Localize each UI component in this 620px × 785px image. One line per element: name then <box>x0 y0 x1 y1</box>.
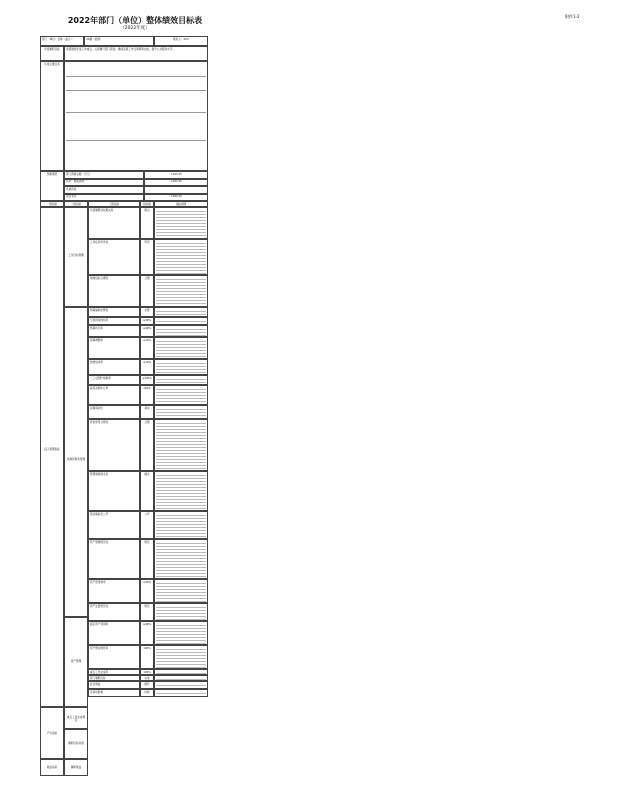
indicator-description <box>154 419 208 471</box>
indicator-value: 规范 <box>140 603 154 621</box>
second-level-indicator: 履职效益 <box>64 759 88 776</box>
indicator-value: ≤10% <box>140 337 154 359</box>
budget-label: 其他资金 <box>64 186 144 194</box>
second-level-indicator: 预算和财务管理 <box>64 307 88 617</box>
indicator-description <box>154 603 208 621</box>
budget-label: 部门预算总额（万元） <box>64 171 144 179</box>
indicator-description <box>154 307 208 317</box>
second-level-indicator: 资产管理 <box>64 617 88 707</box>
indicator-description <box>154 275 208 307</box>
third-level-indicator: 预算调整率 <box>88 337 140 359</box>
indicator-description <box>154 317 208 325</box>
third-level-indicator: 政府采购执行率 <box>88 385 140 405</box>
third-level-indicator: 可持续影响 <box>88 689 140 697</box>
indicator-value: 持续 <box>140 689 154 697</box>
indicator-value: 提升 <box>140 681 154 689</box>
col-header: 指标值 <box>140 201 154 207</box>
indicator-description <box>154 325 208 337</box>
third-level-indicator: 固定资产利用率 <box>88 621 140 645</box>
third-level-indicator: 资金使用合规性 <box>88 419 140 471</box>
indicator-description <box>154 337 208 359</box>
budget-label: 其中：财政拨款 <box>64 179 144 187</box>
third-level-indicator: 预决算信息公开 <box>88 511 140 539</box>
first-level-indicator: 效益指标 <box>40 759 64 776</box>
third-level-indicator: 资产管理规范性 <box>88 539 140 579</box>
indicator-value: 真实 <box>140 405 154 419</box>
indicator-description <box>154 511 208 539</box>
indicator-value: ≤100% <box>140 375 154 385</box>
dept-label: 部门（单位）名称（盖章）： <box>40 36 84 46</box>
third-level-indicator: 部门履职目标 <box>88 675 140 681</box>
third-level-indicator: 预算执行率 <box>88 325 140 337</box>
indicator-value: 100% <box>140 669 154 675</box>
first-level-indicator: 投入管理指标 <box>40 207 64 707</box>
col-header: 指标说明 <box>154 201 208 207</box>
indicator-value: 健全 <box>140 471 154 511</box>
indicator-value: 公开 <box>140 511 154 539</box>
third-level-indicator: “三公经费”控制率 <box>88 375 140 385</box>
indicator-description <box>154 621 208 645</box>
indicator-value: 规范 <box>140 539 154 579</box>
second-level-indicator: 重点工作完成情况 <box>64 707 88 729</box>
col-header: 一级指标 <box>40 201 64 207</box>
third-level-indicator: 资产账实相符率 <box>88 645 140 669</box>
indicator-value: ≥90% <box>140 621 154 645</box>
third-level-indicator: 重点工作完成率 <box>88 669 140 675</box>
indicator-value: 100% <box>140 645 154 669</box>
third-level-indicator: 社会效益 <box>88 681 140 689</box>
indicator-value: 完成 <box>140 675 154 681</box>
third-level-indicator: 专项资金细化率 <box>88 317 140 325</box>
third-level-indicator: 预算编制完整性 <box>88 307 140 317</box>
indicator-value: 合理 <box>140 275 154 307</box>
indicator-description <box>154 405 208 419</box>
page-label: 附件1-2 <box>565 14 580 19</box>
third-level-indicator: 结转结余率 <box>88 359 140 375</box>
indicator-description <box>154 207 208 239</box>
section-name: 年度主要任务 <box>40 61 64 171</box>
indicator-value: 完整 <box>140 307 154 317</box>
indicator-value: 100% <box>140 385 154 405</box>
indicator-description <box>154 579 208 603</box>
third-level-indicator: 资产使用效率 <box>88 579 140 603</box>
page-title: 2022年部门（单位）整体绩效目标表 <box>67 16 203 25</box>
tasks-block <box>64 61 208 171</box>
indicator-description <box>154 689 208 697</box>
third-level-indicator: 绩效指标合理性 <box>88 275 140 307</box>
col-header: 三级指标 <box>88 201 140 207</box>
budget-label: 项目支出 <box>64 194 144 202</box>
section-text: 紧紧围绕年度工作重点，认真履行部门职责，确保各项工作任务顺利完成，提升公共服务水平。 <box>64 46 208 61</box>
col-header: 二级指标 <box>64 201 88 207</box>
second-level-indicator: 工作目标管理 <box>64 207 88 307</box>
indicator-description <box>154 471 208 511</box>
indicator-description <box>154 375 208 385</box>
indicator-value: ≥90% <box>140 317 154 325</box>
third-level-indicator: 资产处置规范性 <box>88 603 140 621</box>
indicator-description <box>154 539 208 579</box>
indicator-value: ≤10% <box>140 359 154 375</box>
dept-value: XX镇（街道） <box>84 36 154 46</box>
indicator-description <box>154 681 208 689</box>
third-level-indicator: 决算真实性 <box>88 405 140 419</box>
indicator-description <box>154 359 208 375</box>
indicator-value: 相关 <box>140 207 154 239</box>
budget-value: 1,022.25 <box>144 171 208 179</box>
budget-value: 1,022.25 <box>144 194 208 202</box>
third-level-indicator: 年度履职目标相关性 <box>88 207 140 239</box>
first-level-indicator: 产出指标 <box>40 707 64 759</box>
third-level-indicator: 管理制度健全性 <box>88 471 140 511</box>
third-level-indicator: 工作任务科学性 <box>88 239 140 275</box>
indicator-description <box>154 645 208 669</box>
page-subtitle: （2022年度） <box>120 26 150 31</box>
second-level-indicator: 履职目标实现 <box>64 729 88 759</box>
indicator-value: 科学 <box>140 239 154 275</box>
budget-value: 1,022.25 <box>144 179 208 187</box>
performance-table <box>40 36 208 776</box>
budget-value <box>144 186 208 194</box>
indicator-value: ≥90% <box>140 325 154 337</box>
section-name: 预算情况 <box>40 171 64 201</box>
indicator-value: 合规 <box>140 419 154 471</box>
section-name: 年度履职目标 <box>40 46 64 61</box>
indicator-description <box>154 239 208 275</box>
contact-label: 联系人：XXX <box>154 36 208 46</box>
indicator-value: ≥90% <box>140 579 154 603</box>
indicator-description <box>154 385 208 405</box>
